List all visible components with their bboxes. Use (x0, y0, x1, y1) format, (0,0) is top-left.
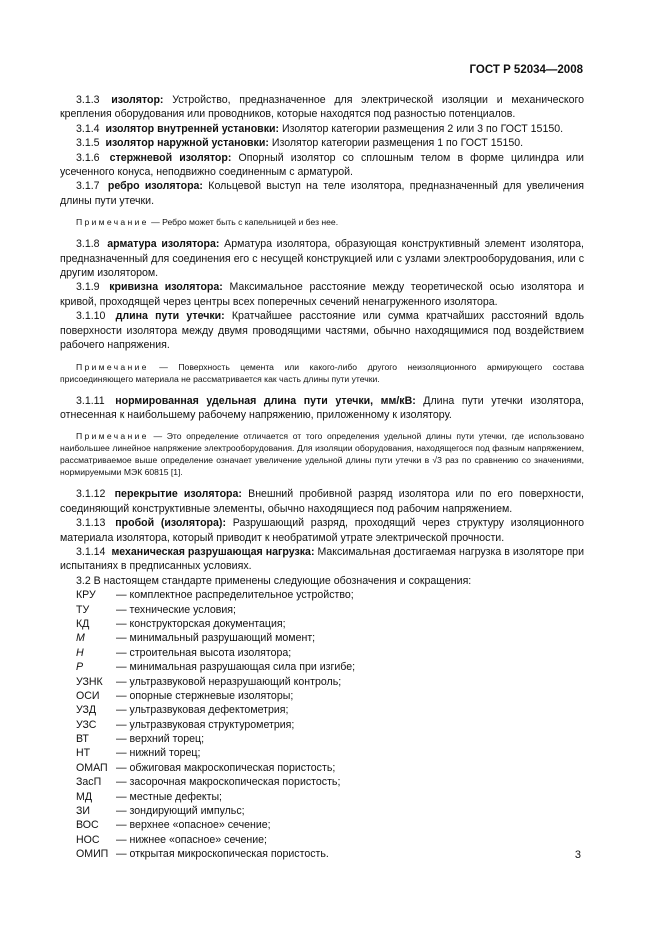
abbreviation-row (76, 588, 584, 602)
abbreviation-definition: — нижнее «опасное» сечение; (116, 833, 267, 846)
note-text: — Поверхность цемента или какого-либо другого неизоляционного армирующего состава присоединяющего материала не рассматривается как часть длины пути утечки. (60, 361, 584, 384)
abbreviation: M (76, 632, 85, 645)
term-3-1-9 (60, 280, 584, 309)
abbreviation-row (76, 631, 584, 645)
term-definition: Опорный изолятор со сплошным телом в форме цилиндра или усеченного конуса, неподвижно соединенным с арматурой. (60, 151, 584, 179)
abbreviation-row (76, 732, 584, 746)
document-header: ГОСТ Р 52034—2008 (469, 64, 583, 76)
term-title: перекрытие изолятора: (114, 488, 242, 501)
document-body (60, 93, 584, 862)
term-title: нормированная удельная длина пути утечки, мм/кВ: (115, 394, 416, 407)
abbreviation-row (76, 675, 584, 689)
abbreviation-definition: — обжиговая макроскопическая пористость; (116, 761, 336, 774)
term-definition: Кратчайшее расстояние или сумма кратчайших расстояний вдоль поверхности изолятора между двумя проводящими частями, обычно находящимися под воздействием рабочего напряжения. (60, 310, 584, 352)
term-3-1-11 (60, 394, 584, 423)
term-3-1-10 (60, 309, 584, 352)
abbreviation-definition: — минимальный разрушающий момент; (116, 632, 316, 645)
abbreviation-row (76, 603, 584, 617)
abbreviation: ВОС (76, 819, 99, 832)
note-2 (60, 361, 584, 385)
note-label: Примечание (76, 217, 149, 228)
abbreviation-row (76, 646, 584, 660)
clause-number: 3.1.10 (76, 310, 106, 323)
term-definition: Арматура изолятора, образующая конструктивный элемент изолятора, предназначенный для соединения его с несущей конструкцией или с узлами электрооборудования, или с другим изолятором. (60, 238, 584, 280)
abbreviation-definition: — местные дефекты; (116, 790, 223, 803)
abbreviation-row (76, 804, 584, 818)
term-title: кривизна изолятора: (109, 281, 223, 294)
note-text: — Ребро может быть с капельницей и без нее. (151, 217, 339, 228)
term-title: арматура изолятора: (107, 238, 220, 251)
abbreviation: ЗасП (76, 776, 102, 789)
term-definition: Изолятор категории размещения 2 или 3 по ГОСТ 15150. (282, 122, 564, 135)
term-3-1-4 (60, 122, 584, 136)
term-title: длина пути утечки: (115, 310, 225, 323)
term-definition: Кольцевой выступ на теле изолятора, предназначенный для увеличения длины пути утечки. (60, 180, 584, 207)
note-3 (60, 430, 584, 478)
clause-number: 3.1.13 (76, 517, 106, 530)
term-3-1-3 (60, 93, 584, 122)
term-definition: Длина пути утечки изолятора, отнесенная к наибольшему рабочему напряжению, приложенному к изолятору. (60, 394, 584, 421)
term-definition: Максимальное расстояние между теоретической осью изолятора и кривой, проходящей через центры всех поперечных сечений ненагруженного изолятора. (60, 281, 584, 308)
term-title: изолятор наружной установки: (105, 137, 269, 150)
abbreviation-row (76, 833, 584, 847)
term-definition: Изолятор категории размещения 1 по ГОСТ 15150. (271, 137, 524, 150)
clause-number: 3.1.3 (76, 94, 100, 106)
clause-number: 3.1.8 (76, 238, 100, 251)
abbreviation-row (76, 689, 584, 703)
abbreviation: H (76, 646, 84, 659)
abbreviation-row (76, 847, 584, 861)
abbreviation-definition: — верхний торец; (116, 733, 205, 746)
clause-number: 3.1.11 (76, 394, 105, 407)
term-definition: Максимальная достигаемая нагрузка в изоляторе при испытаниях в предписанных условиях. (60, 545, 584, 573)
abbreviation-definition: — верхнее «опасное» сечение; (116, 819, 271, 832)
note-1 (60, 216, 584, 228)
abbreviation: ОМИП (76, 848, 109, 861)
abbreviation-row (76, 818, 584, 832)
abbreviation: КД (76, 617, 90, 630)
note-text-end: раз по сравнению со значениями, нормируемыми МЭК 60815 [1]. (60, 455, 585, 478)
note-label: Примечание (76, 361, 149, 372)
term-3-1-12 (60, 487, 584, 516)
page-number: 3 (574, 849, 581, 861)
abbreviation: ОМАП (76, 761, 108, 774)
term-3-1-8 (60, 237, 584, 280)
abbreviation-definition: — ультразвуковая дефектометрия; (116, 704, 289, 717)
abbreviation-definition: — ультразвуковая структурометрия; (116, 718, 295, 731)
abbreviation: НТ (76, 747, 91, 760)
abbreviation-row (76, 660, 584, 674)
term-title: изолятор внутренней установки: (105, 122, 280, 135)
abbreviation: ЗИ (76, 805, 91, 818)
abbreviation-row (76, 775, 584, 789)
term-title: стержневой изолятор: (109, 151, 232, 164)
abbreviation-row (76, 746, 584, 760)
abbreviation-definition: — ультразвуковой неразрушающий контроль; (116, 675, 342, 688)
abbreviation: УЗС (76, 718, 97, 731)
note-label: Примечание (76, 431, 149, 442)
abbreviation-definition: — засорочная макроскопическая пористость; (116, 776, 341, 789)
term-3-1-13 (60, 516, 584, 545)
abbreviation: МД (76, 790, 92, 803)
abbreviations-intro: 3.2 В настоящем стандарте применены следующие обозначения и сокращения: (76, 574, 472, 587)
abbreviation-definition: — комплектное распределительное устройство; (116, 589, 354, 602)
abbreviation-row (76, 617, 584, 631)
abbreviation: УЗД (76, 704, 97, 717)
abbreviation: КРУ (76, 589, 96, 602)
term-title: пробой (изолятора): (115, 517, 226, 530)
abbreviation: P (76, 661, 84, 674)
abbreviation: ТУ (76, 603, 90, 616)
abbreviation-definition: — строительная высота изолятора; (116, 646, 292, 659)
abbreviation-row (76, 703, 584, 717)
term-definition: Внешний пробивной разряд изолятора или по его поверхности, соединяющий конструктивные элементы, обычно находящиеся под рабочим напряжением. (60, 488, 584, 515)
clause-number: 3.1.5 (76, 137, 100, 150)
abbreviation-definition: — опорные стержневые изоляторы; (116, 689, 294, 702)
abbreviation-definition: — открытая микроскопическая пористость. (116, 848, 329, 861)
sqrt-symbol: √3 (432, 455, 442, 466)
abbreviation: УЗНК (76, 675, 103, 688)
term-title: ребро изолятора: (107, 180, 203, 193)
abbreviation-definition: — конструкторская документация; (116, 617, 286, 630)
clause-number: 3.1.9 (76, 281, 100, 294)
clause-number: 3.1.4 (76, 122, 100, 135)
note-text: — Это определение отличается от того определения удельной длины пути утечки, где использовано наибольшее линейное напряжение электрооборудования. Для изоляции оборудования, находящегося под фазным напряжением, рассматриваемое выше определение означает увеличение удельной длины пути утечки в (60, 431, 585, 466)
abbreviation-definition: — минимальная разрушающая сила при изгибе; (116, 661, 356, 674)
term-title: изолятор: (111, 94, 164, 106)
abbreviation-row (76, 761, 584, 775)
clause-number: 3.1.12 (76, 488, 106, 501)
abbreviation: ВТ (76, 733, 89, 746)
term-title: механическая разрушающая нагрузка: (111, 545, 315, 558)
term-3-1-5 (60, 136, 584, 150)
abbreviation-row (76, 790, 584, 804)
abbreviation: НОС (76, 833, 100, 846)
term-definition: Устройство, предназначенное для электрической изоляции и механического крепления оборудования или проводников, которые находятся под разностью потенциалов. (60, 94, 584, 121)
abbreviation: ОСИ (76, 689, 100, 702)
abbreviation-definition: — зондирующий импульс; (116, 805, 245, 818)
term-definition: Разрушающий разряд, проходящий через структуру изоляционного материала изолятора, который приводит к необратимой утрате электрической прочности. (60, 517, 584, 544)
term-3-1-6 (60, 151, 584, 180)
clause-number: 3.1.7 (76, 180, 100, 193)
clause-number: 3.1.14 (76, 545, 106, 558)
abbreviation-list (76, 588, 584, 861)
term-3-1-14 (60, 545, 584, 574)
clause-number: 3.1.6 (76, 151, 100, 164)
abbreviation-row (76, 718, 584, 732)
abbreviation-definition: — нижний торец; (116, 747, 201, 760)
abbreviation-definition: — технические условия; (116, 603, 236, 616)
term-3-1-7 (60, 179, 584, 208)
